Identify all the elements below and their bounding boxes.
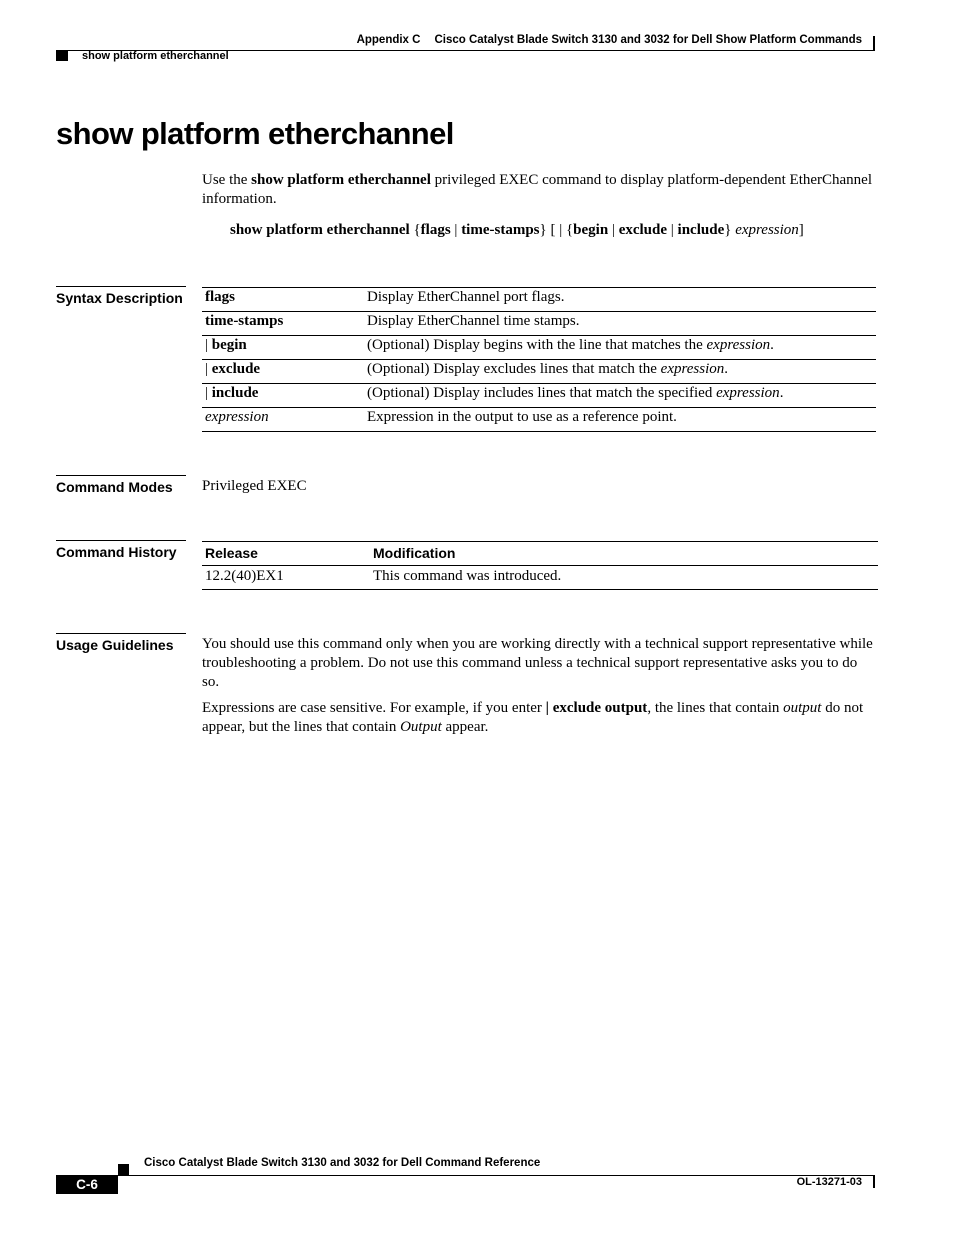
syntax-close-bracket: ] [798, 222, 804, 238]
description-text: Expression in the output to use as a reference point. [367, 409, 677, 425]
header-chapter-title: Cisco Catalyst Blade Switch 3130 and 3032 for Dell Show Platform Commands [434, 34, 862, 46]
keyword-cell [202, 288, 364, 312]
description-italic: expression [706, 337, 771, 353]
footer-marker [118, 1164, 129, 1175]
command-modes-value: Privileged EXEC [202, 478, 307, 494]
usage-command: | exclude output [545, 700, 648, 716]
footer-doc-title: Cisco Catalyst Blade Switch 3130 and 3032 for Dell Command Reference [144, 1157, 541, 1169]
description-cell [364, 408, 876, 432]
keyword-cell [202, 312, 364, 336]
usage-italic: output [783, 700, 822, 716]
release-cell: 12.2(40)EX1 [202, 566, 370, 590]
description-cell [364, 384, 876, 408]
table-row [202, 336, 876, 360]
keyword-term: begin [211, 337, 247, 353]
syntax-command: show platform etherchannel [230, 222, 410, 238]
syntax-separator: | [450, 222, 462, 238]
intro-command: show platform etherchannel [251, 172, 431, 188]
header-section: show platform etherchannel [82, 50, 229, 62]
description-end: . [724, 361, 729, 377]
usage-guidelines-label: Usage Guidelines [56, 633, 186, 653]
usage-text: , the lines that contain [647, 700, 784, 716]
keyword-cell [202, 384, 364, 408]
syntax-begin: begin [573, 222, 609, 238]
usage-text: appear. [441, 719, 489, 735]
page-number: C-6 [56, 1175, 118, 1194]
command-history-table [202, 541, 878, 590]
table-row [202, 566, 878, 590]
usage-italic: Output [400, 719, 442, 735]
syntax-close-brace: } [539, 222, 547, 238]
table-row [202, 312, 876, 336]
page-title: show platform etherchannel [56, 116, 454, 151]
keyword-pipe: | [205, 337, 212, 353]
description-text: Display EtherChannel port flags. [367, 289, 565, 305]
table-row [202, 384, 876, 408]
keyword-cell [202, 360, 364, 384]
keyword-term: expression [205, 409, 269, 425]
description-text: (Optional) Display excludes lines that match the [367, 361, 661, 377]
column-header-modification: Modification [370, 542, 878, 566]
header-bar [873, 36, 875, 51]
keyword-pipe: | [205, 361, 212, 377]
description-italic: expression [716, 385, 780, 401]
usage-paragraph-2 [202, 699, 874, 737]
syntax-time-stamps: time-stamps [461, 222, 540, 238]
description-end: . [770, 337, 774, 353]
syntax-pipe: [ | { [546, 222, 574, 238]
running-header [357, 34, 862, 46]
usage-text: Expressions are case sensitive. For example, if you enter [202, 700, 546, 716]
table-row [202, 408, 876, 432]
footer-rule [56, 1175, 875, 1176]
syntax-exclude: exclude [618, 222, 668, 238]
keyword-term: flags [205, 289, 235, 305]
syntax-flags: flags [420, 222, 451, 238]
syntax-expression: expression [735, 222, 799, 238]
syntax-include: include [677, 222, 725, 238]
syntax-separator: | [667, 222, 678, 238]
footer-doc-number: OL-13271-03 [796, 1176, 862, 1188]
keyword-term: time-stamps [205, 313, 284, 329]
command-syntax [230, 222, 804, 239]
header-appendix: Appendix C [356, 34, 421, 46]
keyword-cell [202, 336, 364, 360]
syntax-open-brace: { [409, 222, 421, 238]
description-end: . [779, 385, 784, 401]
usage-paragraph-1: You should use this command only when you are working directly with a technical support representative while troubleshooting a problem. Do not use this command unless a technical support representative asks you to do so. [202, 636, 873, 690]
description-cell [364, 336, 876, 360]
description-text: (Optional) Display begins with the line that matches the [367, 337, 707, 353]
syntax-close-brace: } [724, 222, 736, 238]
command-history-label: Command History [56, 540, 186, 560]
keyword-cell [202, 408, 364, 432]
description-text: Display EtherChannel time stamps. [367, 313, 580, 329]
intro-paragraph [202, 171, 874, 209]
keyword-term: include [211, 385, 259, 401]
syntax-description-table [202, 287, 876, 432]
description-cell [364, 312, 876, 336]
description-cell [364, 360, 876, 384]
syntax-separator: | [608, 222, 619, 238]
table-row [202, 360, 876, 384]
footer-bar [873, 1175, 875, 1188]
keyword-term: exclude [211, 361, 261, 377]
modification-cell: This command was introduced. [370, 566, 878, 590]
header-marker [56, 51, 68, 61]
intro-after: privileged EXEC command to display platform-dependent EtherChannel information. [202, 172, 873, 207]
command-modes-label: Command Modes [56, 475, 186, 495]
description-italic: expression [660, 361, 725, 377]
syntax-description-label: Syntax Description [56, 286, 186, 306]
description-text: (Optional) Display includes lines that match the specified [367, 385, 717, 401]
table-header-row [202, 542, 878, 566]
column-header-release: Release [202, 542, 370, 566]
intro-before: Use the [202, 172, 252, 188]
description-cell [364, 288, 876, 312]
table-row [202, 288, 876, 312]
usage-text: do not appear, but the lines that contain [202, 700, 864, 735]
keyword-pipe: | [205, 385, 212, 401]
